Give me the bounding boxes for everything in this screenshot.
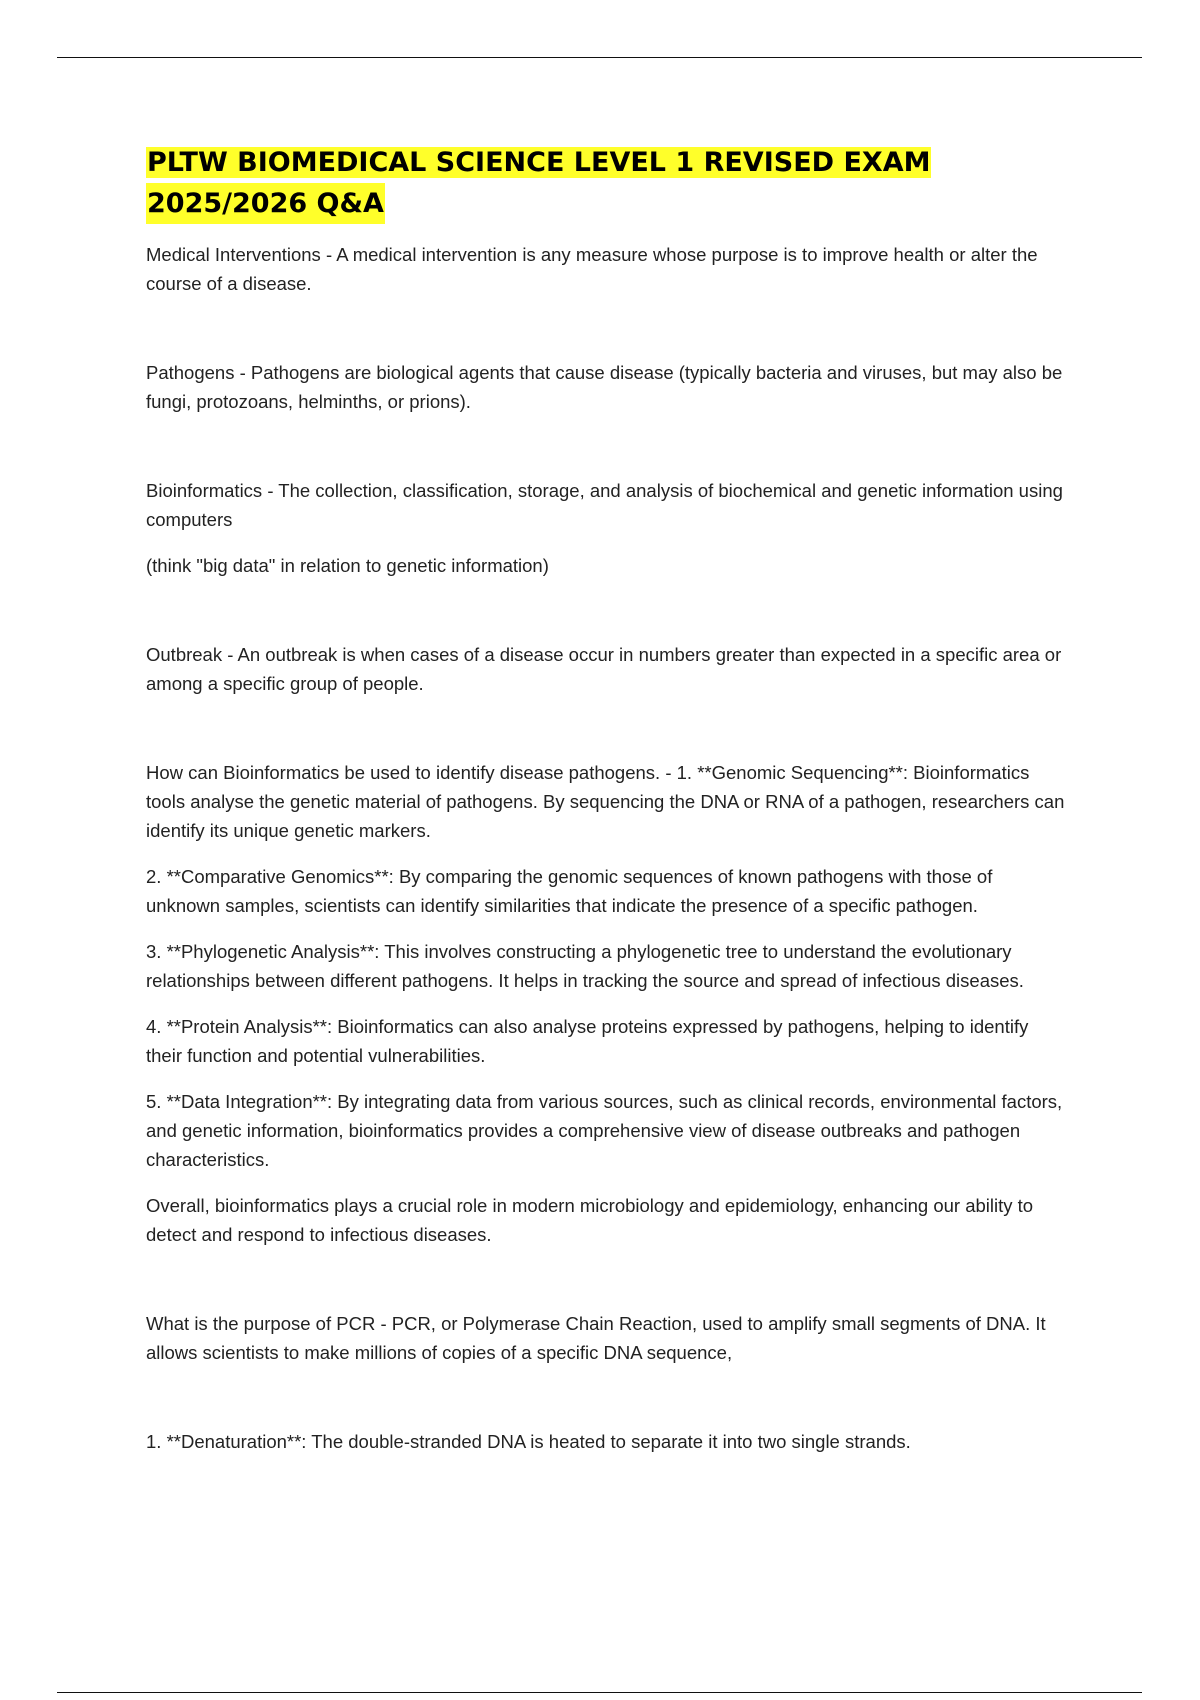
header-rule bbox=[57, 57, 1142, 58]
paragraph-identify-pathogens: How can Bioinformatics be used to identify disease pathogens. - 1. **Genomic Sequencing**: Bioinformatics tools analyse the genetic material of pathogens. By sequencing the DNA or RNA of a pathogen, researchers can identify its unique genetic markers. bbox=[146, 762, 1065, 841]
paragraph-overall: Overall, bioinformatics plays a crucial role in modern microbiology and epidemiology, enhancing our ability to detect and respond to infectious diseases. bbox=[146, 1195, 1034, 1245]
paragraph-medical-interventions: Medical Interventions - A medical intervention is any measure whose purpose is to improve health or alter the course of a disease. bbox=[146, 244, 1038, 294]
paragraph-phylogenetic-analysis: 3. **Phylogenetic Analysis**: This involves constructing a phylogenetic tree to understand the evolutionary relationships between different pathogens. It helps in tracking the source and spread of infectious diseases. bbox=[146, 941, 1024, 991]
paragraph-big-data-note: (think "big data" in relation to genetic information) bbox=[146, 555, 549, 576]
paragraph-denaturation: 1. **Denaturation**: The double-stranded DNA is heated to separate it into two single strands. bbox=[146, 1431, 911, 1452]
title-line-1: PLTW BIOMEDICAL SCIENCE LEVEL 1 REVISED EXAM bbox=[147, 147, 931, 178]
footer-rule bbox=[57, 1692, 1142, 1693]
paragraph-outbreak: Outbreak - An outbreak is when cases of a disease occur in numbers greater than expected in a specific area or among a specific group of people. bbox=[146, 644, 1062, 694]
paragraph-protein-analysis: 4. **Protein Analysis**: Bioinformatics can also analyse proteins expressed by pathogens, helping to identify their function and potential vulnerabilities. bbox=[146, 1016, 1029, 1066]
document-title bbox=[146, 142, 1066, 224]
paragraph-comparative-genomics: 2. **Comparative Genomics**: By comparing the genomic sequences of known pathogens with those of unknown samples, scientists can identify similarities that indicate the presence of a specific pathogen. bbox=[146, 866, 993, 916]
paragraph-data-integration: 5. **Data Integration**: By integrating data from various sources, such as clinical records, environmental factors, and genetic information, bioinformatics provides a comprehensive view of disease outbreaks and pathogen characteristics. bbox=[146, 1091, 1063, 1170]
paragraph-pathogens: Pathogens - Pathogens are biological agents that cause disease (typically bacteria and viruses, but may also be fungi, protozoans, helminths, or prions). bbox=[146, 362, 1063, 412]
paragraph-pcr-purpose: What is the purpose of PCR - PCR, or Polymerase Chain Reaction, used to amplify small segments of DNA. It allows scientists to make millions of copies of a specific DNA sequence, bbox=[146, 1313, 1046, 1363]
title-line-2: 2025/2026 Q&A bbox=[146, 183, 385, 224]
document-body bbox=[146, 142, 1066, 1456]
paragraph-bioinformatics: Bioinformatics - The collection, classification, storage, and analysis of biochemical and genetic information using computers bbox=[146, 480, 1063, 530]
